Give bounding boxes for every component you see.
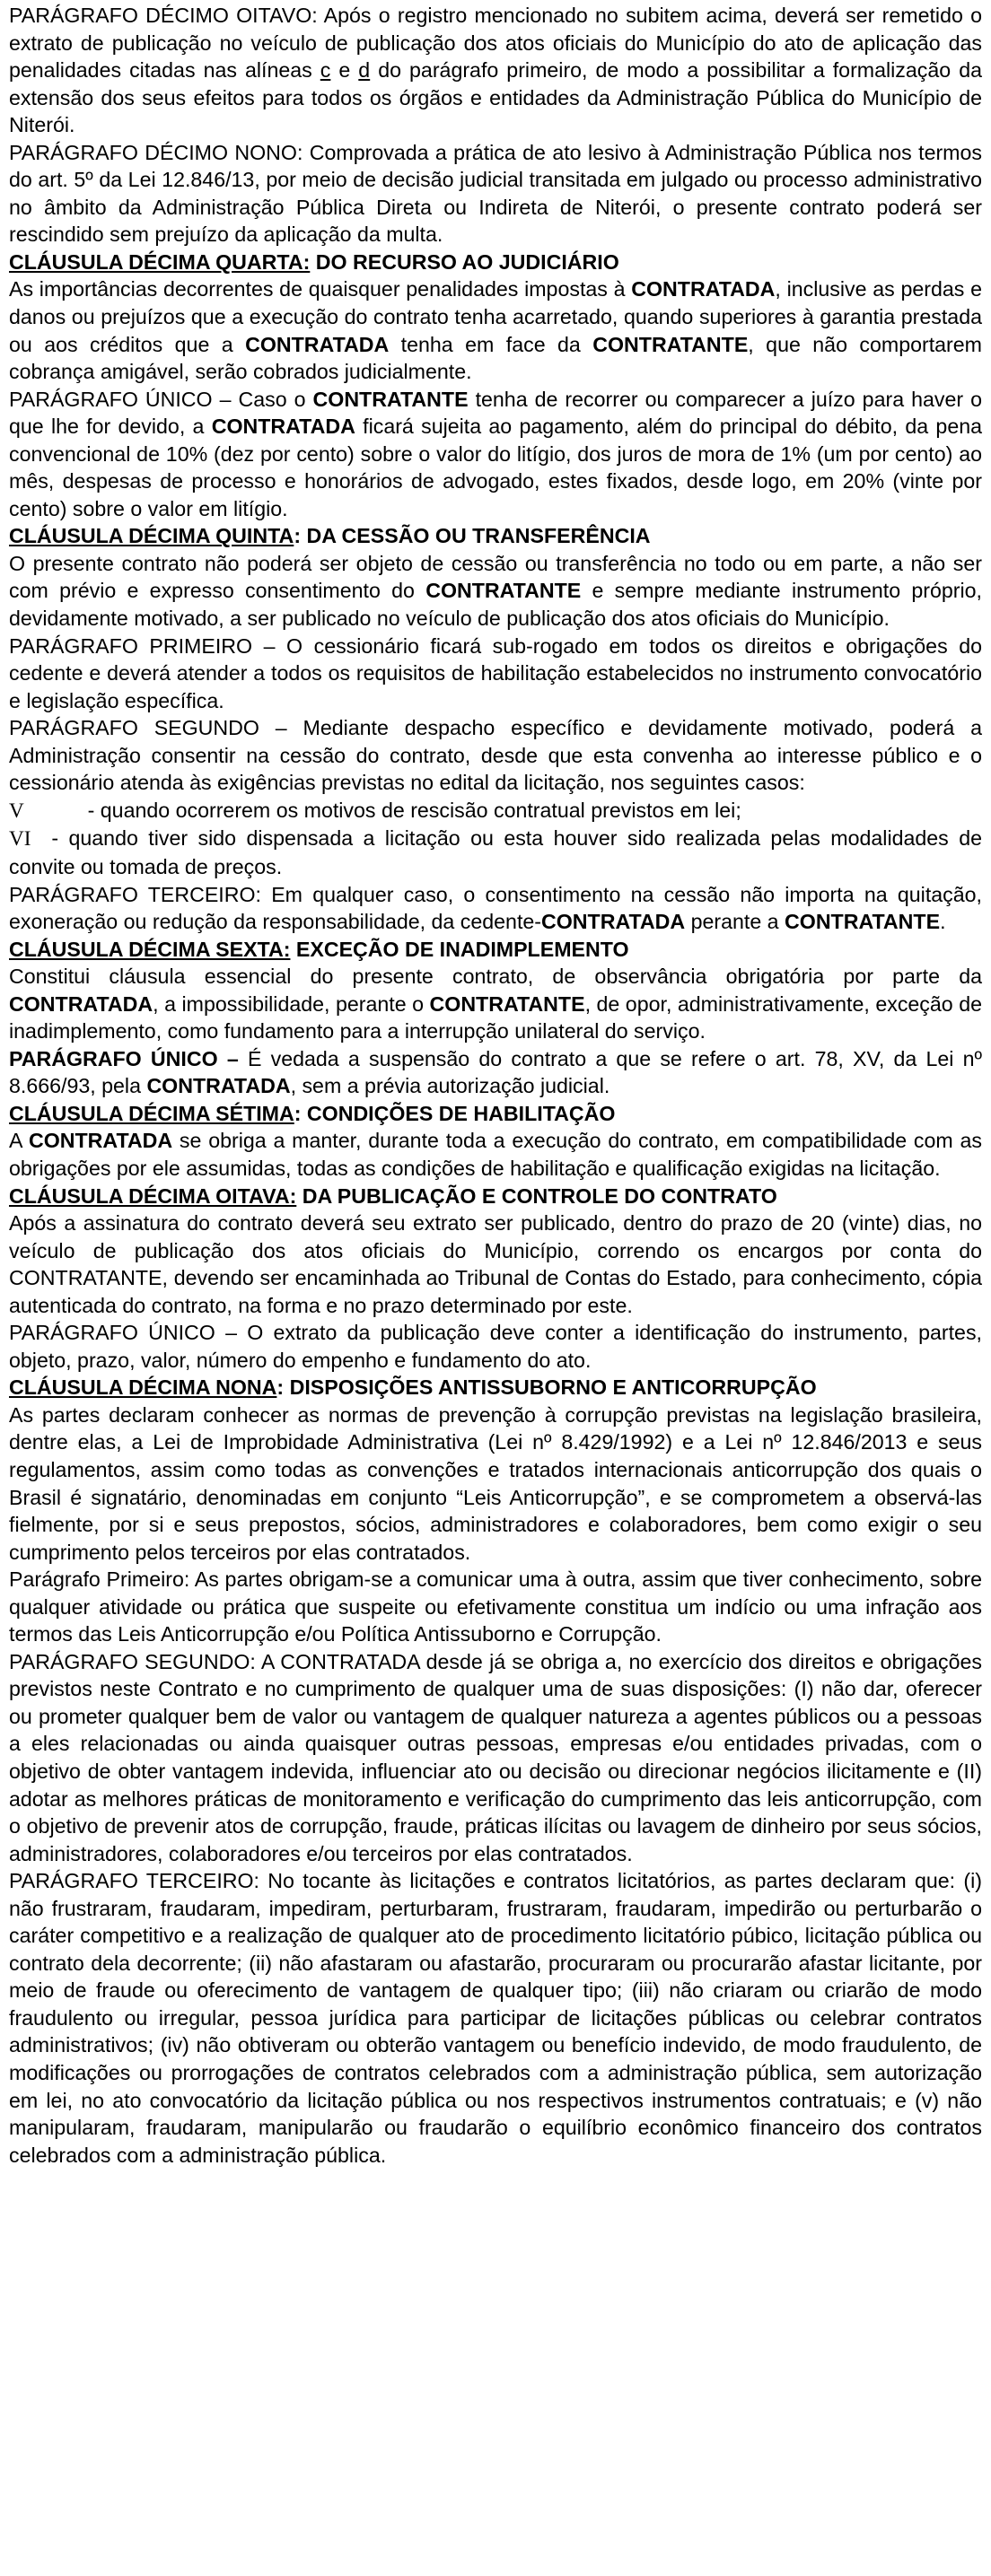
clause-14-paragrafo-unico: PARÁGRAFO ÚNICO – Caso o CONTRATANTE tenha de recorrer ou comparecer a juízo para haver o que lhe for devido, a CONTRATADA ficará sujeita ao pagamento, além do principal do débito, da pena convencional de 10% (dez por cento) sobre o valor do litígio, dos juros de mora de 1% (um por cento) ao mês, despesas de processo e honorários de advogado, estes fixados, desde logo, em 20% (vinte por cento) sobre o valor em litígio. xyxy=(9,387,982,520)
clause-19-paragrafo-terceiro: PARÁGRAFO TERCEIRO: No tocante às licitações e contratos licitatórios, as partes declaram que: (i) não frustraram, fraudaram, impediram, perturbaram, frustraram, fraudaram, impedirão ou perturbarão o caráter competitivo e a realização de qualquer ato de procedimento licitatório púbico, licitação pública ou contrato dela decorrente; (ii) não afastaram ou afastarão, procuraram ou procurarão afastar licitante, por meio de fraude ou oferecimento de vantagem de qualquer tipo; (iii) não criaram ou criarão de modo fraudulento ou irregular, pessoa jurídica para participar de licitações públicas ou celebrar contratos administrativos; (iv) não obtiveram ou obterão vantagem ou benefício indevido, de modo fraudulento, de modificações ou prorrogações de contratos celebrados com a administração pública, sem autorização em lei, no ato convocatório da licitação pública ou nos respectivos instrumentos contratuais; e (v) não manipularam, fraudaram, manipularão ou fraudarão o equilíbrio econômico financeiro dos contratos celebrados com a administração pública. xyxy=(9,1869,982,2167)
clause-heading-17: CLÁUSULA DÉCIMA SÉTIMA: CONDIÇÕES DE HABILITAÇÃO xyxy=(9,1101,616,1125)
clause-19-paragrafo-primeiro: Parágrafo Primeiro: As partes obrigam-se a comunicar uma à outra, assim que tiver conhecimento, sobre qualquer atividade ou prática que suspeite ou efetivamente constitua um indício ou uma infração aos termos das Leis Anticorrupção e/ou Política Antissuborno e Corrupção. xyxy=(9,1567,982,1646)
clause-heading-18: CLÁUSULA DÉCIMA OITAVA: DA PUBLICAÇÃO E CONTROLE DO CONTRATO xyxy=(9,1183,777,1208)
clause-heading-16: CLÁUSULA DÉCIMA SEXTA: EXCEÇÃO DE INADIMPLEMENTO xyxy=(9,937,629,961)
paragraph-decimo-oitavo: PARÁGRAFO DÉCIMO OITAVO: Após o registro mencionado no subitem acima, deverá ser remetido o extrato de publicação no veículo de publicação dos atos oficiais do Município do ato de aplicação das penalidades citadas nas alíneas c e d do parágrafo primeiro, de modo a possibilitar a formalização da extensão dos seus efeitos para todos os órgãos e entidades da Administração Pública do Município de Niterói. xyxy=(9,4,982,137)
clause-heading-19: CLÁUSULA DÉCIMA NONA: DISPOSIÇÕES ANTISSUBORNO E ANTICORRUPÇÃO xyxy=(9,1375,817,1400)
alinea-c: c xyxy=(320,58,331,83)
clause-16-body: Constitui cláusula essencial do presente contrato, de observância obrigatória por parte da CONTRATADA, a impossibilidade, perante o CONTRATANTE, de opor, administrativamente, exceção de inadimplemento, como fundamento para a interrupção unilateral do serviço. xyxy=(9,965,982,1043)
clause-14-body: As importâncias decorrentes de quaisquer penalidades impostas à CONTRATADA, inclusive as perdas e danos ou prejuízos que a execução do contrato tenha acarretado, quando superiores à garantia prestada ou aos créditos que a CONTRATADA tenha em face da CONTRATANTE, que não comportarem cobrança amigável, serão cobrados judicialmente. xyxy=(9,277,982,384)
clause-heading-14: CLÁUSULA DÉCIMA QUARTA: DO RECURSO AO JUDICIÁRIO xyxy=(9,249,619,274)
clause-18-paragrafo-unico: PARÁGRAFO ÚNICO – O extrato da publicação deve conter a identificação do instrumento, partes, objeto, prazo, valor, número do empenho e fundamento do ato. xyxy=(9,1321,982,1372)
clause-15-paragrafo-primeiro: PARÁGRAFO PRIMEIRO – O cessionário ficará sub-rogado em todos os direitos e obrigações do cedente e deverá atender a todos os requisitos de habilitação estabelecidos no instrumento convocatório e legislação específica. xyxy=(9,633,982,712)
alinea-d: d xyxy=(358,58,371,83)
clause-17-body: A CONTRATADA se obriga a manter, durante toda a execução do contrato, em compatibilidade com as obrigações por ele assumidas, todas as condições de habilitação e qualificação exigidas na licitação. xyxy=(9,1129,982,1180)
contract-document xyxy=(9,2,988,2169)
clause-heading-15: CLÁUSULA DÉCIMA QUINTA: DA CESSÃO OU TRANSFERÊNCIA xyxy=(9,524,651,548)
clause-19-paragrafo-segundo: PARÁGRAFO SEGUNDO: A CONTRATADA desde já se obriga a, no exercício dos direitos e obrigações previstos neste Contrato e no cumprimento de qualquer uma de suas disposições: (I) não dar, oferecer ou prometer qualquer bem de valor ou vantagem de qualquer natureza a agentes públicos ou a pessoas a eles relacionadas ou ainda quaisquer outras pessoas, empresas e/ou entidades privadas, com o objetivo de obter vantagem indevida, influenciar ato ou decisão ou direcionar negócios ilicitamente e (II) adotar as melhores práticas de monitoramento e verificação do cumprimento das leis anticorrupção, com o objetivo de prevenir atos de corrupção, fraude, práticas ilícitas ou lavagem de dinheiro por seus sócios, administradores, colaboradores e/ou terceiros por elas contratados. xyxy=(9,1649,982,1865)
list-item-v: V - quando ocorrerem os motivos de rescisão contratual previstos em lei; xyxy=(9,798,741,823)
clause-15-body: O presente contrato não poderá ser objeto de cessão ou transferência no todo ou em parte, a não ser com prévio e expresso consentimento do CONTRATANTE e sempre mediante instrumento próprio, devidamente motivado, a ser publicado no veículo de publicação dos atos oficiais do Município. xyxy=(9,551,982,631)
list-item-vi: VI - quando tiver sido dispensada a licitação ou esta houver sido realizada pelas modalidades de convite ou tomada de preços. xyxy=(9,826,988,878)
clause-19-body: As partes declaram conhecer as normas de prevenção à corrupção previstas na legislação brasileira, dentre elas, a Lei de Improbidade Administrativa (Lei nº 8.429/1992) e a Lei nº 12.846/2013 e seus regulamentos, assim como todas as convenções e tratados internacionais anticorrupção dos quais o Brasil é signatário, denominadas em conjunto “Leis Anticorrupção”, e se comprometem a observá-las fielmente, por si e seus prepostos, sócios, administradores e colaboradores, bem como exigir o seu cumprimento pelos terceiros por elas contratados. xyxy=(9,1402,982,1564)
paragraph-decimo-nono: PARÁGRAFO DÉCIMO NONO: Comprovada a prática de ato lesivo à Administração Pública nos termos do art. 5º da Lei 12.846/13, por meio de decisão judicial transitada em julgado ou processo administrativo no âmbito da Administração Pública Direta ou Indireta de Niterói, o presente contrato poderá ser rescindido sem prejuízo da aplicação da multa. xyxy=(9,140,982,247)
clause-18-body: Após a assinatura do contrato deverá seu extrato ser publicado, dentro do prazo de 20 (vinte) dias, no veículo de publicação dos atos oficiais do Município, correndo os encargos por conta do CONTRATANTE, devendo ser encaminhada ao Tribunal de Contas do Estado, para conhecimento, cópia autenticada do contrato, na forma e no prazo determinado por este. xyxy=(9,1211,982,1317)
clause-15-paragrafo-segundo: PARÁGRAFO SEGUNDO – Mediante despacho específico e devidamente motivado, poderá a Administração consentir na cessão do contrato, desde que esta convenha ao interesse público e o cessionário atenda às exigências previstas no edital da licitação, nos seguintes casos: xyxy=(9,716,982,795)
clause-16-paragrafo-unico: PARÁGRAFO ÚNICO – É vedada a suspensão do contrato a que se refere o art. 78, XV, da Lei nº 8.666/93, pela CONTRATADA, sem a prévia autorização judicial. xyxy=(9,1046,982,1098)
clause-15-paragrafo-terceiro: PARÁGRAFO TERCEIRO: Em qualquer caso, o consentimento na cessão não importa na quitação, exoneração ou redução da responsabilidade, da cedente-CONTRATADA perante a CONTRATANTE. xyxy=(9,882,982,934)
